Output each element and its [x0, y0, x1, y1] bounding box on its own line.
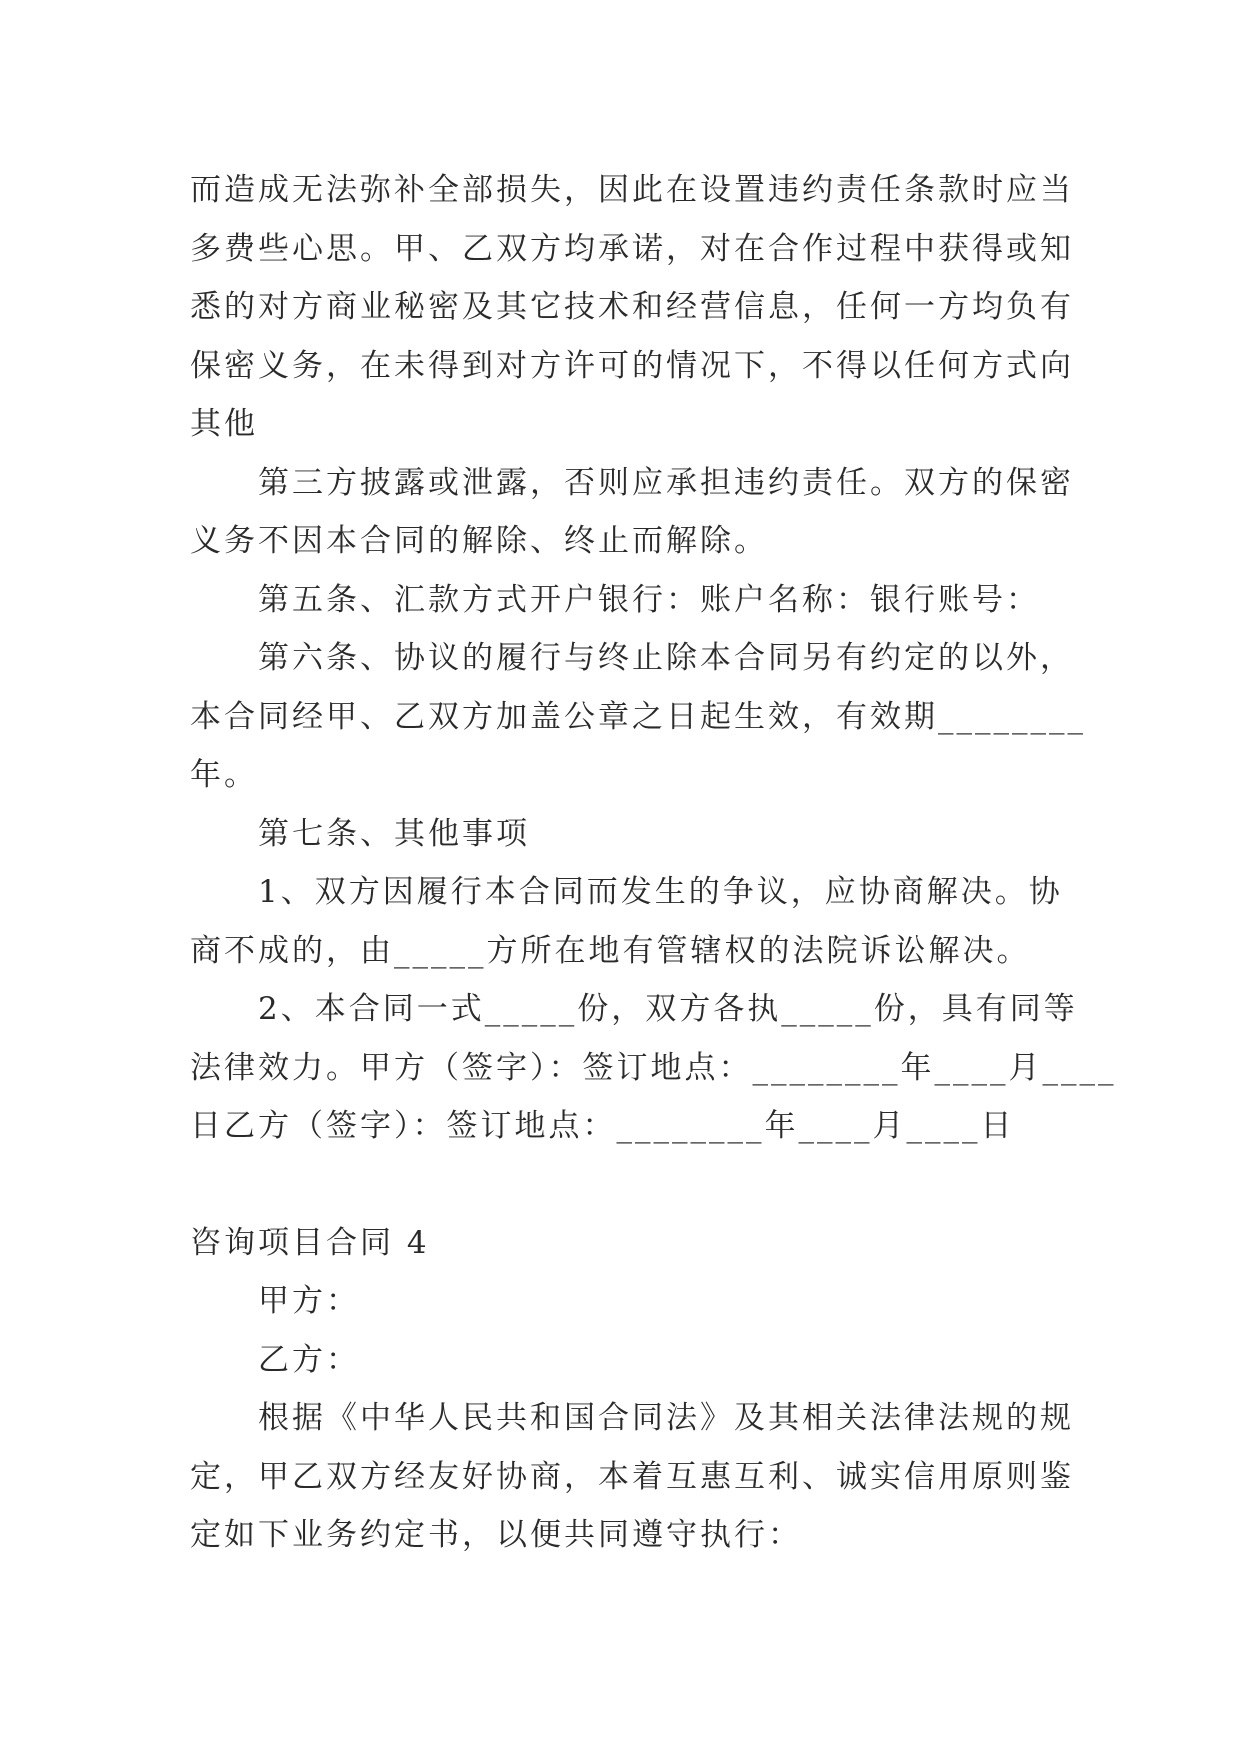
text-line: 第六条、协议的履行与终止除本合同另有约定的以外， — [258, 640, 1074, 676]
section-title: 咨询项目合同 4 — [190, 1224, 430, 1261]
confidentiality-paragraph — [190, 161, 1074, 454]
text-line: 1、双方因履行本合同而发生的争议，应协商解决。协 — [258, 874, 1063, 910]
text-line: 保密义务，在未得到对方许可的情况下，不得以任何方式向 — [190, 347, 1074, 384]
text-line: 第三方披露或泄露，否则应承担违约责任。双方的保密 — [258, 464, 1074, 501]
article-5-payment: 第五条、汇款方式开户银行：账户名称：银行账号： — [258, 581, 1040, 618]
party-a-label: 甲方： — [258, 1283, 360, 1319]
text-line: 义务不因本合同的解除、终止而解除。 — [190, 523, 768, 559]
article-6-termination — [190, 629, 1086, 805]
text-line: 其他 — [190, 406, 258, 442]
text-line: 而造成无法弥补全部损失，因此在设置违约责任条款时应当 — [190, 172, 1074, 208]
text-line: 法律效力。甲方（签字）：签订地点：________年____月____ — [190, 1049, 1117, 1086]
contract-preamble — [190, 1389, 1074, 1565]
text-line: 2、本合同一式_____份，双方各执_____份，具有同等 — [258, 991, 1078, 1027]
text-line: 根据《中华人民共和国合同法》及其相关法律法规的规 — [258, 1400, 1074, 1436]
text-line: 定如下业务约定书，以便共同遵守执行： — [190, 1517, 802, 1553]
document-body — [190, 161, 1117, 1565]
party-b-label: 乙方： — [258, 1341, 360, 1378]
text-line: 悉的对方商业秘密及其它技术和经营信息，任何一方均负有 — [190, 289, 1074, 325]
text-line: 日乙方（签字）：签订地点：________年____月____日 — [190, 1108, 1015, 1144]
text-line: 本合同经甲、乙双方加盖公章之日起生效，有效期________ — [190, 698, 1086, 735]
section-spacer — [190, 1156, 1052, 1214]
text-line: 多费些心思。甲、乙双方均承诺，对在合作过程中获得或知 — [190, 230, 1074, 267]
text-line: 商不成的，由_____方所在地有管辖权的法院诉讼解决。 — [190, 932, 1031, 969]
third-party-disclosure-paragraph — [190, 454, 1074, 571]
article-7-item-1 — [190, 863, 1063, 980]
article-7-item-2 — [190, 980, 1117, 1156]
article-7-title: 第七条、其他事项 — [258, 815, 530, 852]
text-line: 定，甲乙双方经友好协商，本着互惠互利、诚实信用原则鉴 — [190, 1458, 1074, 1495]
text-line: 年。 — [190, 757, 258, 793]
